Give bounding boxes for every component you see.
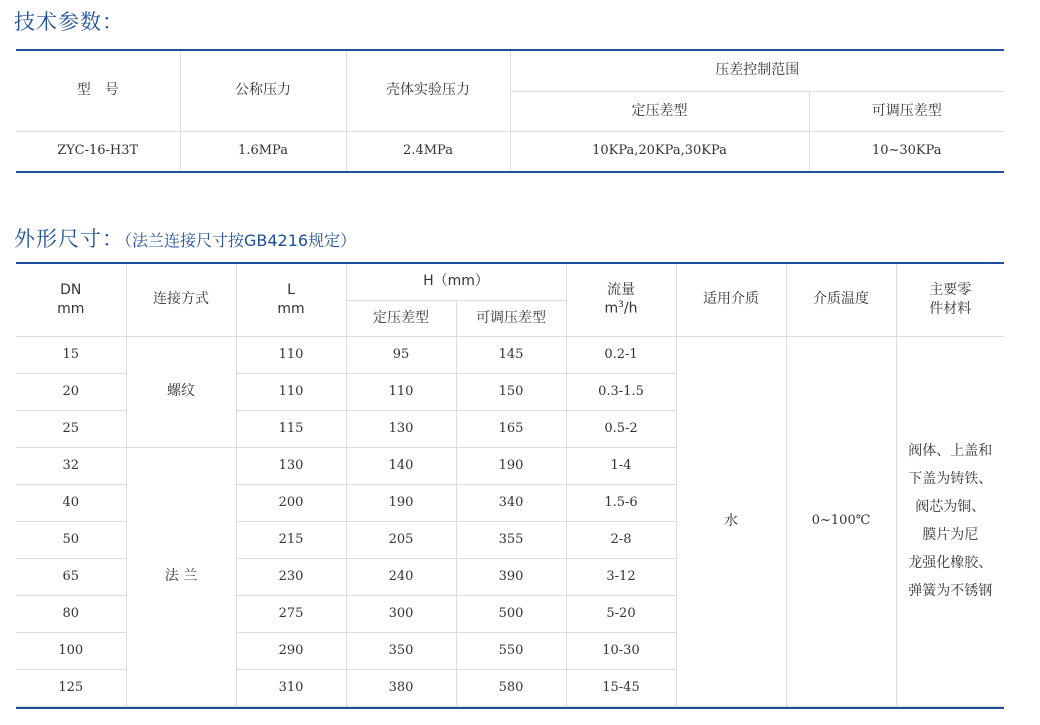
header-material-line1: 主要零 — [929, 281, 972, 298]
cell-l: 130 — [236, 447, 346, 484]
cell-flow: 15-45 — [566, 669, 676, 706]
material-line: 阀芯为铜、 — [915, 499, 986, 515]
cell-l: 110 — [236, 336, 346, 373]
cell-flow: 0.3-1.5 — [566, 373, 676, 410]
cell-h-adjustable: 165 — [456, 410, 566, 447]
header-dn — [16, 264, 126, 336]
cell-l: 230 — [236, 558, 346, 595]
cell-h-adjustable: 500 — [456, 595, 566, 632]
material-line: 阀体、上盖和 — [908, 443, 993, 459]
material-line: 膜片为尼 — [922, 527, 979, 543]
cell-dn: 80 — [16, 595, 126, 632]
header-l — [236, 264, 346, 336]
header-dn-label: DN — [60, 281, 82, 298]
cell-flow: 2-8 — [566, 521, 676, 558]
cell-shell-test-pressure: 2.4MPa — [346, 131, 510, 171]
header-flow — [566, 264, 676, 336]
header-material-line2: 件材料 — [929, 300, 972, 317]
cell-connection-flange: 法 兰 — [126, 447, 236, 706]
header-dn-unit: mm — [57, 300, 85, 317]
cell-model: ZYC-16-H3T — [16, 131, 180, 171]
dimensions-note: （法兰连接尺寸按GB4216规定） — [124, 231, 357, 250]
header-l-label: L — [287, 281, 295, 298]
header-h-adjustable: 可调压差型 — [456, 300, 566, 336]
dimensions-table — [16, 264, 1004, 707]
header-shell-test-pressure: 壳体实验压力 — [346, 51, 510, 131]
header-nominal-pressure: 公称压力 — [180, 51, 346, 131]
cell-l: 200 — [236, 484, 346, 521]
cell-l: 215 — [236, 521, 346, 558]
cell-adjustable-range: 10~30KPa — [809, 131, 1004, 171]
cell-dn: 65 — [16, 558, 126, 595]
table-row — [16, 131, 1004, 171]
cell-temperature: 0~100℃ — [786, 336, 896, 706]
divider — [16, 707, 1004, 709]
cell-h-fixed: 205 — [346, 521, 456, 558]
cell-flow: 10-30 — [566, 632, 676, 669]
header-temp: 介质温度 — [786, 264, 896, 336]
section-title-tech-params: 技术参数： — [14, 10, 124, 34]
cell-dn: 25 — [16, 410, 126, 447]
header-pressure-range: 压差控制范围 — [510, 51, 1004, 91]
header-flow-unit-sup: 3 — [618, 300, 624, 311]
cell-medium: 水 — [676, 336, 786, 706]
cell-material — [896, 336, 1004, 706]
cell-l: 115 — [236, 410, 346, 447]
cell-h-adjustable: 150 — [456, 373, 566, 410]
cell-h-adjustable: 340 — [456, 484, 566, 521]
cell-h-fixed: 350 — [346, 632, 456, 669]
cell-nominal-pressure: 1.6MPa — [180, 131, 346, 171]
cell-dn: 15 — [16, 336, 126, 373]
cell-dn: 125 — [16, 669, 126, 706]
cell-connection-thread: 螺纹 — [126, 336, 236, 447]
cell-h-fixed: 240 — [346, 558, 456, 595]
header-fixed-type: 定压差型 — [510, 91, 809, 131]
cell-flow: 1-4 — [566, 447, 676, 484]
material-line: 下盖为铸铁、 — [908, 471, 993, 487]
cell-dn: 20 — [16, 373, 126, 410]
cell-l: 110 — [236, 373, 346, 410]
header-flow-label: 流量 — [607, 281, 635, 298]
cell-l: 275 — [236, 595, 346, 632]
cell-h-fixed: 300 — [346, 595, 456, 632]
cell-flow: 0.2-1 — [566, 336, 676, 373]
header-flow-unit-base: m — [604, 301, 619, 318]
cell-fixed-range: 10KPa,20KPa,30KPa — [510, 131, 809, 171]
cell-dn: 50 — [16, 521, 126, 558]
cell-l: 310 — [236, 669, 346, 706]
cell-h-adjustable: 550 — [456, 632, 566, 669]
material-line: 龙强化橡胶、 — [908, 555, 993, 571]
cell-h-adjustable: 580 — [456, 669, 566, 706]
header-h-fixed: 定压差型 — [346, 300, 456, 336]
cell-h-fixed: 140 — [346, 447, 456, 484]
dimensions-title-text: 外形尺寸： — [14, 227, 124, 251]
cell-dn: 32 — [16, 447, 126, 484]
header-l-unit: mm — [277, 300, 305, 317]
cell-h-adjustable: 390 — [456, 558, 566, 595]
header-adjustable-type: 可调压差型 — [809, 91, 1004, 131]
cell-dn: 100 — [16, 632, 126, 669]
cell-h-fixed: 95 — [346, 336, 456, 373]
cell-flow: 3-12 — [566, 558, 676, 595]
divider — [16, 171, 1004, 173]
cell-h-adjustable: 355 — [456, 521, 566, 558]
cell-flow: 5-20 — [566, 595, 676, 632]
cell-flow: 1.5-6 — [566, 484, 676, 521]
cell-h-adjustable: 145 — [456, 336, 566, 373]
table-header-row — [16, 51, 1004, 91]
cell-dn: 40 — [16, 484, 126, 521]
header-medium: 适用介质 — [676, 264, 786, 336]
material-line: 弹簧为不锈钢 — [908, 583, 993, 599]
table-row — [16, 336, 1004, 373]
cell-h-fixed: 110 — [346, 373, 456, 410]
header-material — [896, 264, 1004, 336]
header-model: 型 号 — [16, 51, 180, 131]
cell-h-fixed: 380 — [346, 669, 456, 706]
header-flow-unit-rest: /h — [623, 301, 638, 318]
cell-h-adjustable: 190 — [456, 447, 566, 484]
cell-h-fixed: 130 — [346, 410, 456, 447]
table-header-row — [16, 264, 1004, 300]
section-title-dimensions — [14, 223, 356, 253]
cell-h-fixed: 190 — [346, 484, 456, 521]
cell-l: 290 — [236, 632, 346, 669]
header-connection: 连接方式 — [126, 264, 236, 336]
tech-params-table — [16, 51, 1004, 172]
header-h: H（mm） — [346, 264, 566, 300]
cell-flow: 0.5-2 — [566, 410, 676, 447]
